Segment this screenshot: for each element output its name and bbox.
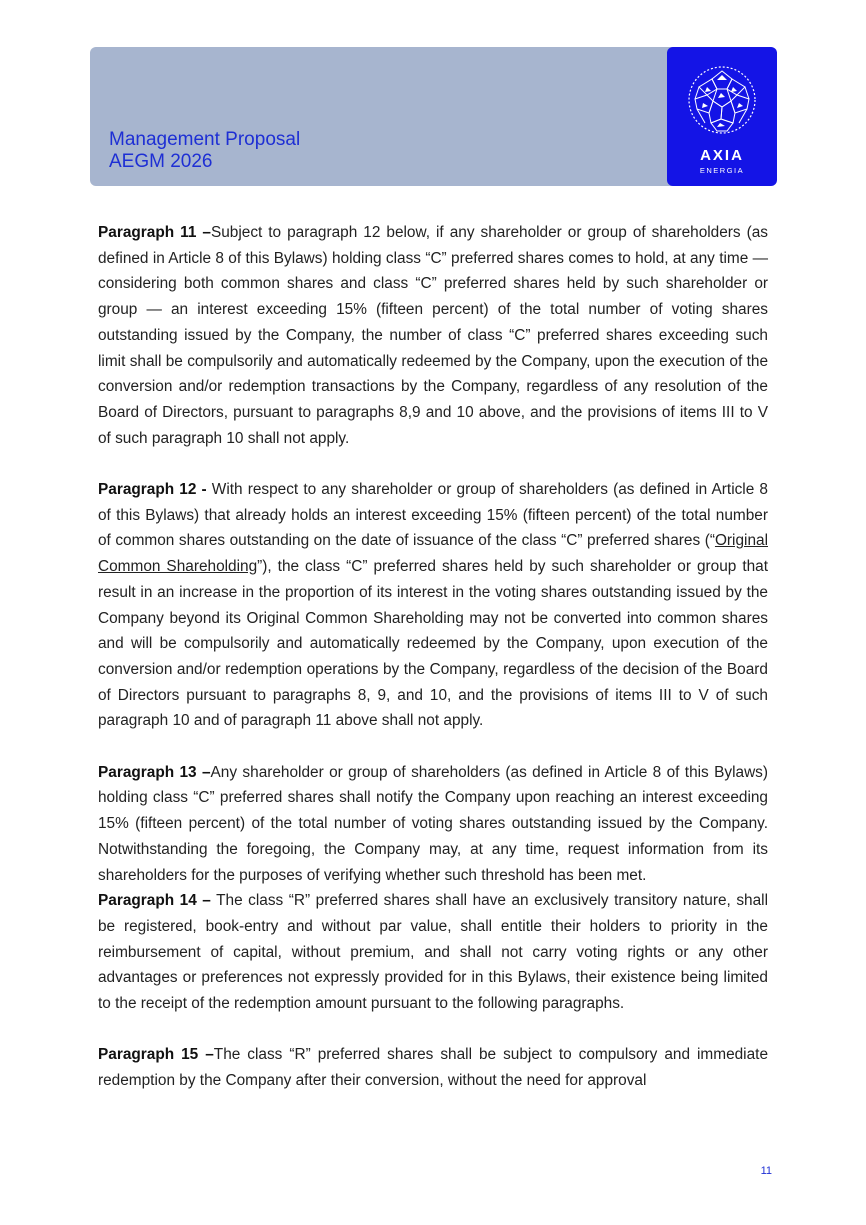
paragraph-11-text: Subject to paragraph 12 below, if any shareholder or group of shareholders (as defined in Article 8 of this Bylaws) holding class “C” preferred shares comes to hold, at any time — considering both common shares and class “C” preferred shares held by such shareholder or group — an interest exceeding 15% (fifteen percent) of the total number of voting shares outstanding issued by the Company, the number of class “C” preferred shares exceeding such limit shall be compulsorily and automatically redeemed by the Company, upon the execution of the conversion and/or redemption transactions by the Company, regardless of any resolution of the Board of Directors, pursuant to paragraphs 8,9 and 10 above, and the provisions of items III to V of such paragraph 10 shall not apply. [98, 224, 768, 447]
paragraph-13 [98, 760, 768, 889]
paragraph-12-text-end: ”), the class “C” preferred shares held by such shareholder or group that result in an increase in the proportion of its interest in the voting shares outstanding issued by the Company beyond its Original Common Shareholding may not be converted into common shares and will be compulsorily and automatically redeemed by the Company, upon execution of the conversion and/or redemption operations by the Company, regardless of the decision of the Board of Directors pursuant to paragraphs 8, 9, and 10, and the provisions of items III to V of such paragraph 10 and of paragraph 11 above shall not apply. [98, 558, 768, 730]
paragraph-15-label: Paragraph 15 – [98, 1046, 214, 1064]
title-line-2: AEGM 2026 [109, 151, 213, 172]
document-body [98, 220, 768, 1094]
paragraph-11 [98, 220, 768, 451]
paragraph-12-text-start: With respect to any shareholder or group of shareholders (as defined in Article 8 of this Bylaws) that already holds an interest exceeding 15% (fifteen percent) of the total number of common shares outstanding on the date of issuance of the class “C” preferred shares (“ [98, 481, 768, 550]
paragraph-15-text: The class “R” preferred shares shall be subject to compulsory and immediate redemption by the Company after their conversion, without the need for approval [98, 1046, 769, 1090]
page-number: 11 [760, 1165, 772, 1177]
paragraph-14 [98, 888, 768, 1017]
paragraph-14-text: The class “R” preferred shares shall have an exclusively transitory nature, shall be registered, book-entry and without par value, shall entitle their holders to priority in the reimbursement of capital, without premium, and shall not carry voting rights or any other advantages or preferences not expressly provided for in this Bylaws, their existence being limited to the receipt of the redemption amount pursuant to the following paragraphs. [98, 892, 769, 1013]
title-line-1: Management Proposal [109, 129, 301, 150]
paragraph-15 [98, 1042, 768, 1093]
paragraph-14-label: Paragraph 14 – [98, 892, 211, 910]
paragraph-13-label: Paragraph 13 – [98, 763, 211, 781]
defined-term: Original Common Shareholding [98, 532, 768, 576]
document-title [109, 129, 300, 173]
paragraph-12-label: Paragraph 12 - [98, 481, 207, 499]
logo-wordmark: AXIA [700, 147, 744, 164]
company-logo [667, 47, 777, 186]
paragraph-13-text: Any shareholder or group of shareholders (as defined in Article 8 of this Bylaws) holding class “C” preferred shares shall notify the Company upon reaching an interest exceeding 15% (fifteen percent) of the total number of voting shares outstanding issued by the Company. Notwithstanding the foregoing, the Company may, at any time, request information from its shareholders for the purposes of verifying whether such threshold has been met. [98, 763, 768, 884]
globe-icon [687, 65, 757, 135]
paragraph-12 [98, 477, 768, 734]
paragraph-11-label: Paragraph 11 – [98, 224, 211, 241]
logo-subtitle: ENERGIA [699, 166, 745, 175]
